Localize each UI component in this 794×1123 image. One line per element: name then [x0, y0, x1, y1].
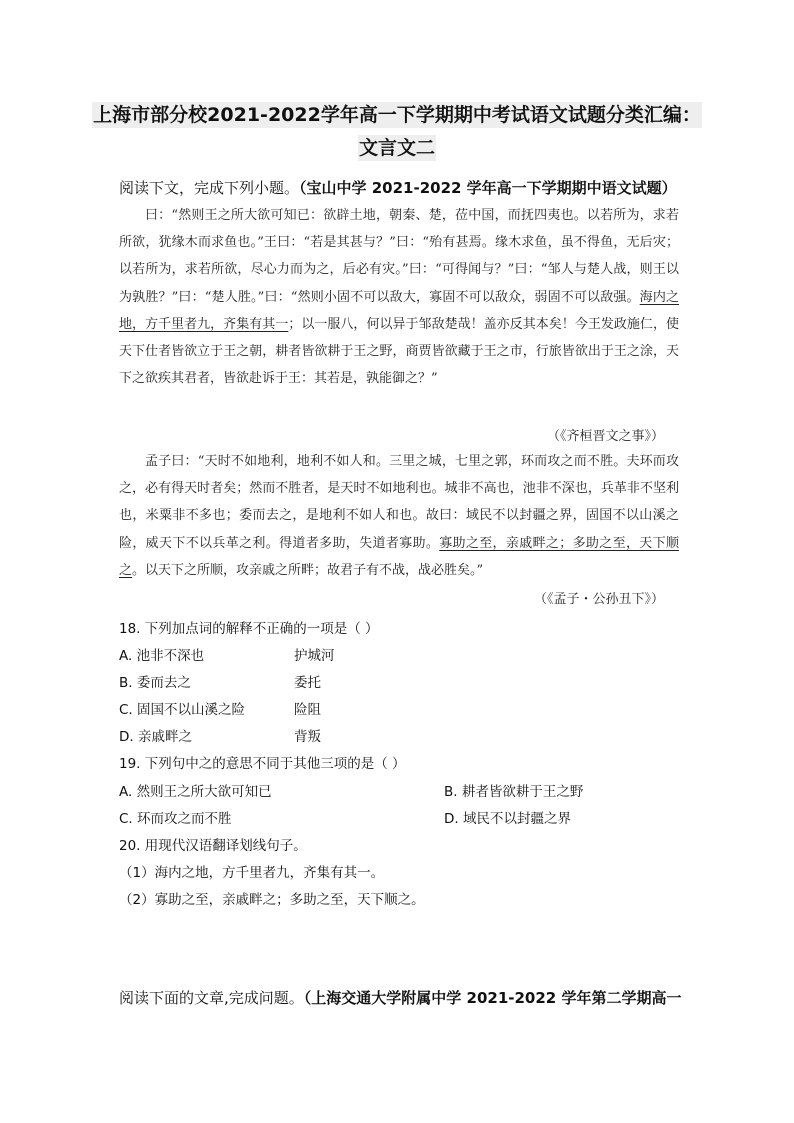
question-18-stem: 18. 下列加点词的解释不正确的一项是（ ）	[119, 621, 379, 637]
passage-2-text-a: 孟子曰：“天时不如地利，地利不如人和。三里之城，七里之郭，环而攻之而不胜。夫环而攻之，必有得天时者矣；然而不胜者，是天时不如地利也。城非不高也，池非不深也，兵革非不坚利也，米粟非不多也；委而去之，是地利不如人和也。故曰：域民不以封疆之界，固国不以山溪之险，威天下不以兵革之利。得道者多助，失道者寡助。	[119, 454, 679, 551]
question-20-item-1: （1）海内之地，方千里者九，齐集有其一。	[119, 865, 385, 881]
passage-2	[119, 448, 679, 584]
document-title-line2: 文言文二	[358, 137, 435, 159]
option-answer: 险阻	[294, 702, 321, 718]
option-label: A. 池非不深也	[119, 648, 205, 664]
question-19-option-b: B. 耕者皆欲耕于王之野	[444, 784, 584, 800]
section1-intro-source: （宝山中学 2021-2022 学年高一下学期期中语文试题）	[299, 179, 677, 197]
passage-1	[119, 202, 679, 392]
passage-1-text-b: ；以一服八，何以异于邹敌楚哉！盖亦反其本矣！今王发政施仁，使天下仕者皆欲立于王之朝，耕者皆欲耕于王之野，商贾皆欲藏于王之市，行旅皆欲出于王之涂，天下之欲疾其君者，皆欲赴诉于王：其若是，孰能御之？”	[119, 316, 679, 387]
section1-intro	[119, 177, 677, 198]
section1-intro-text: 阅读下文，完成下列小题。	[119, 179, 300, 197]
option-label: D. 亲戚畔之	[119, 729, 192, 745]
option-answer: 委托	[294, 675, 321, 691]
section2-intro-text: 阅读下面的文章,完成问题。	[119, 989, 304, 1007]
passage-1-source: （《齐桓晋文之事》）	[546, 429, 664, 444]
option-answer: 护城河	[294, 648, 335, 664]
option-answer: 背叛	[294, 729, 321, 745]
question-19-stem: 19. 下列句中之的意思不同于其他三项的是（ ）	[119, 756, 406, 772]
question-20-item-2: （2）寡助之至，亲戚畔之；多助之至，天下顺之。	[119, 892, 425, 908]
section2-intro	[119, 987, 681, 1008]
option-label: B. 委而去之	[119, 675, 191, 691]
passage-1-text-a: 曰：“然则王之所大欲可知已：欲辟土地，朝秦、楚，莅中国，而抚四夷也。以若所为，求若所欲，犹缘木而求鱼也。”王曰：“若是其甚与？”曰：“殆有甚焉。缘木求鱼，虽不得鱼，无后灾；以若所为，求若所欲，尽心力而为之，后必有灾。”曰：“可得闻与？”曰：“邹人与楚人战，则王以为孰胜？”曰：“楚人胜。”曰：“然则小固不可以敌大，寡固不可以敌众，弱固不可以敌强。	[119, 208, 679, 305]
passage-2-source: （《孟子・公孙丑下》）	[533, 592, 664, 607]
question-19-option-d: D. 域民不以封疆之界	[444, 811, 571, 827]
question-18-option-a	[119, 644, 335, 664]
question-18-option-b	[119, 671, 321, 691]
section2-intro-source: （上海交通大学附属中学 2021-2022 学年第二学期高一	[303, 989, 682, 1007]
question-18-option-d	[119, 725, 321, 745]
passage-1-underlined-sentence: 海内之地，方千里者九，齐集有其一	[119, 289, 679, 332]
passage-2-underlined-sentence: 寡助之至，亲戚畔之；多助之至，天下顺之	[119, 535, 679, 578]
question-20-stem: 20. 用现代汉语翻译划线句子。	[119, 838, 307, 854]
document-title-line1: 上海市部分校2021-2022学年高一下学期期中考试语文试题分类汇编：	[93, 104, 701, 126]
option-label: C. 固国不以山溪之险	[119, 702, 246, 718]
question-19-option-c: C. 环而攻之而不胜	[119, 811, 232, 827]
passage-2-text-b: 。以天下之所顺，攻亲戚之所畔；故君子有不战，战必胜矣。”	[132, 562, 484, 578]
question-18-option-c	[119, 698, 321, 718]
question-19-option-a: A. 然则王之所大欲可知已	[119, 784, 272, 800]
